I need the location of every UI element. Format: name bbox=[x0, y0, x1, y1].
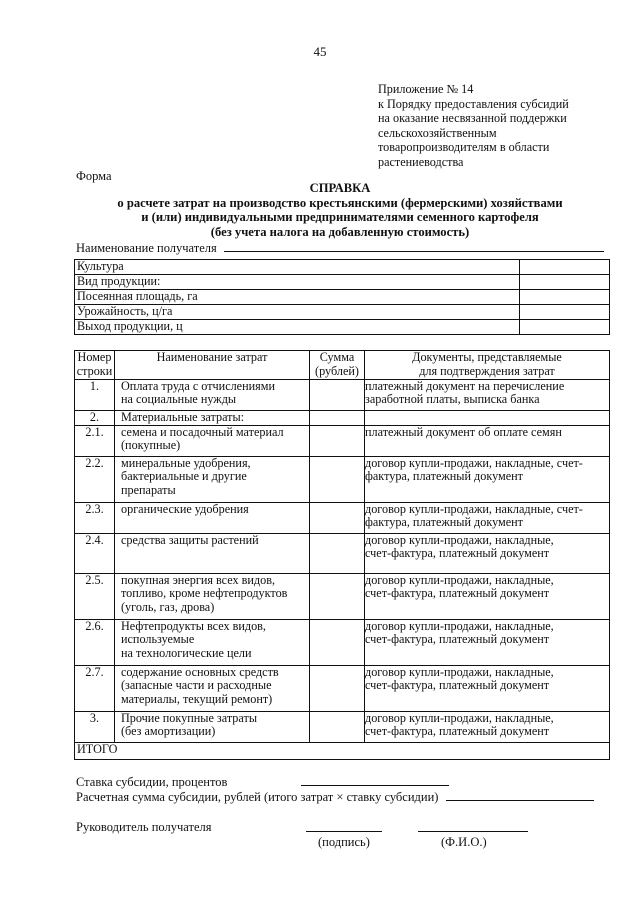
appendix-line: растениеводства bbox=[378, 154, 464, 169]
table-row bbox=[75, 573, 610, 619]
recipient-field[interactable] bbox=[224, 251, 604, 252]
row-number: 2.4. bbox=[75, 533, 115, 573]
info-label: Выход продукции, ц bbox=[75, 320, 520, 335]
info-row bbox=[75, 320, 610, 335]
row-number: 2.5. bbox=[75, 573, 115, 619]
info-row bbox=[75, 305, 610, 320]
subsidy-calc-label: Расчетная сумма субсидии, рублей (итого затрат × ставку субсидии) bbox=[76, 790, 439, 804]
header-name: Наименование затрат bbox=[115, 351, 310, 380]
row-sum[interactable] bbox=[310, 410, 365, 425]
row-sum[interactable] bbox=[310, 379, 365, 410]
row-sum[interactable] bbox=[310, 456, 365, 502]
row-number: 1. bbox=[75, 379, 115, 410]
row-name: содержание основных средств (запасные части и расходные материалы, текущий ремонт) bbox=[115, 665, 310, 711]
info-value[interactable] bbox=[520, 320, 610, 335]
page-number: 45 bbox=[313, 44, 327, 59]
row-docs: договор купли-продажи, накладные, счет-фактура, платежный документ bbox=[365, 573, 610, 619]
row-sum[interactable] bbox=[310, 619, 365, 665]
subsidy-rate-label: Ставка субсидии, процентов bbox=[76, 775, 228, 789]
table-row bbox=[75, 502, 610, 533]
row-name: Оплата труда с отчислениями на социальные нужды bbox=[115, 379, 310, 410]
cost-table bbox=[74, 350, 610, 760]
subsidy-rate-field[interactable] bbox=[301, 785, 449, 786]
row-sum[interactable] bbox=[310, 573, 365, 619]
header-num: Номер строки bbox=[75, 351, 115, 380]
info-row bbox=[75, 275, 610, 290]
cost-table-header bbox=[75, 351, 610, 380]
info-table bbox=[74, 259, 610, 335]
row-number: 2.2. bbox=[75, 456, 115, 502]
total-row bbox=[75, 742, 610, 759]
total-label: ИТОГО bbox=[75, 742, 610, 759]
row-docs: договор купли-продажи, накладные, счет-фактура, платежный документ bbox=[365, 533, 610, 573]
info-value[interactable] bbox=[520, 275, 610, 290]
info-label: Урожайность, ц/га bbox=[75, 305, 520, 320]
info-value[interactable] bbox=[520, 290, 610, 305]
table-row bbox=[75, 456, 610, 502]
table-row bbox=[75, 711, 610, 742]
row-name: Материальные затраты: bbox=[115, 410, 310, 425]
appendix-line: сельскохозяйственным bbox=[378, 125, 497, 140]
row-number: 2.1. bbox=[75, 425, 115, 456]
row-number: 3. bbox=[75, 711, 115, 742]
full-name-field[interactable] bbox=[418, 831, 528, 832]
header-sum: Сумма (рублей) bbox=[310, 351, 365, 380]
row-docs bbox=[365, 410, 610, 425]
title-line: (без учета налога на добавленную стоимость) bbox=[210, 224, 470, 239]
table-row bbox=[75, 665, 610, 711]
form-label: Форма bbox=[76, 169, 112, 183]
row-sum[interactable] bbox=[310, 502, 365, 533]
info-label: Вид продукции: bbox=[75, 275, 520, 290]
row-number: 2.7. bbox=[75, 665, 115, 711]
document-title bbox=[60, 181, 620, 239]
info-value[interactable] bbox=[520, 305, 610, 320]
row-name: средства защиты растений bbox=[115, 533, 310, 573]
row-docs: договор купли-продажи, накладные, счет-фактура, платежный документ bbox=[365, 711, 610, 742]
row-docs: платежный документ на перечисление заработной платы, выписка банка bbox=[365, 379, 610, 410]
row-name: минеральные удобрения, бактериальные и другие препараты bbox=[115, 456, 310, 502]
appendix-line: товаропроизводителям в области bbox=[378, 140, 550, 155]
row-docs: договор купли-продажи, накладные, счет-фактура, платежный документ bbox=[365, 665, 610, 711]
row-docs: договор купли-продажи, накладные, счет- фактура, платежный документ bbox=[365, 502, 610, 533]
row-name: органические удобрения bbox=[115, 502, 310, 533]
appendix-line: Приложение № 14 bbox=[378, 82, 474, 96]
row-sum[interactable] bbox=[310, 425, 365, 456]
title-line: и (или) индивидуальными предпринимателями семенного картофеля bbox=[141, 210, 539, 225]
table-row bbox=[75, 425, 610, 456]
row-sum[interactable] bbox=[310, 711, 365, 742]
row-name: Нефтепродукты всех видов, используемые на технологические цели bbox=[115, 619, 310, 665]
title-heading: СПРАВКА bbox=[309, 181, 371, 195]
info-label: Культура bbox=[75, 260, 520, 275]
subsidy-calc-field[interactable] bbox=[446, 800, 594, 801]
appendix-line: на оказание несвязанной поддержки bbox=[378, 111, 567, 126]
row-sum[interactable] bbox=[310, 665, 365, 711]
title-line: о расчете затрат на производство крестьянскими (фермерскими) хозяйствами bbox=[117, 195, 563, 210]
row-sum[interactable] bbox=[310, 533, 365, 573]
head-label: Руководитель получателя bbox=[76, 820, 212, 834]
signature-caption: (подпись) bbox=[318, 835, 370, 849]
table-row bbox=[75, 533, 610, 573]
subsidy-calc-row bbox=[76, 790, 594, 805]
row-number: 2.3. bbox=[75, 502, 115, 533]
table-row bbox=[75, 619, 610, 665]
appendix-line: к Порядку предоставления субсидий bbox=[378, 96, 569, 111]
info-label: Посеянная площадь, га bbox=[75, 290, 520, 305]
row-docs: договор купли-продажи, накладные, счет-фактура, платежный документ bbox=[365, 619, 610, 665]
header-docs: Документы, представляемые для подтверждения затрат bbox=[365, 351, 610, 380]
row-number: 2. bbox=[75, 410, 115, 425]
table-row bbox=[75, 379, 610, 410]
info-row bbox=[75, 260, 610, 275]
row-name: семена и посадочный материал (покупные) bbox=[115, 425, 310, 456]
signature-field[interactable] bbox=[306, 831, 382, 832]
row-docs: платежный документ об оплате семян bbox=[365, 425, 610, 456]
row-name: покупная энергия всех видов, топливо, кроме нефтепродуктов (уголь, газ, дрова) bbox=[115, 573, 310, 619]
info-value[interactable] bbox=[520, 260, 610, 275]
row-number: 2.6. bbox=[75, 619, 115, 665]
info-row bbox=[75, 290, 610, 305]
full-name-caption: (Ф.И.О.) bbox=[441, 835, 487, 849]
appendix-note bbox=[378, 82, 618, 170]
subsidy-rate-row bbox=[76, 775, 449, 790]
recipient-label: Наименование получателя bbox=[76, 241, 217, 255]
recipient-row bbox=[76, 241, 608, 256]
row-docs: договор купли-продажи, накладные, счет- фактура, платежный документ bbox=[365, 456, 610, 502]
table-row bbox=[75, 410, 610, 425]
row-name: Прочие покупные затраты (без амортизации) bbox=[115, 711, 310, 742]
